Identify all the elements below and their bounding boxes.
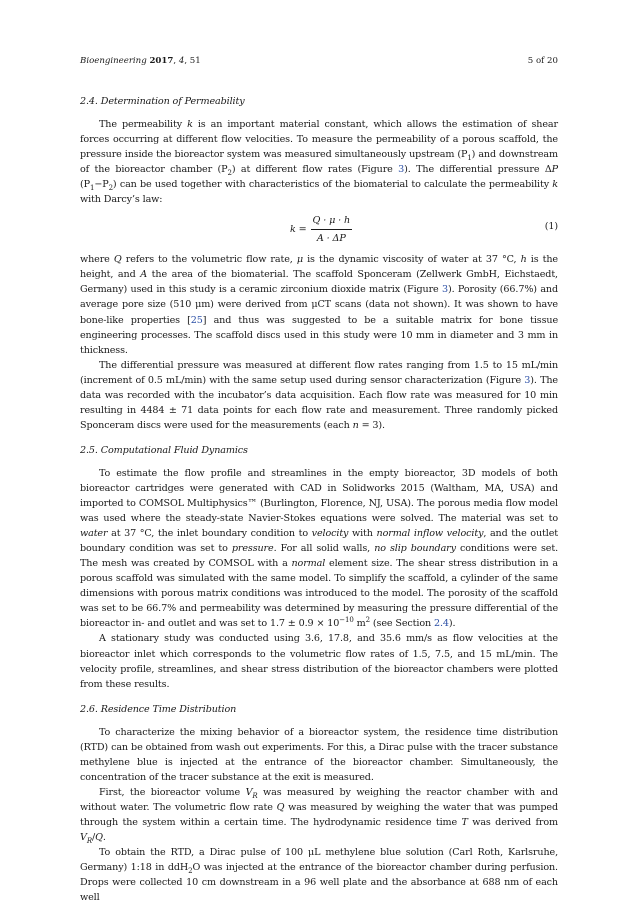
page-number: 5 of 20 bbox=[527, 56, 558, 66]
equation-number: (1) bbox=[544, 221, 558, 233]
journal-volume: 4 bbox=[178, 56, 185, 66]
figure-link[interactable]: 3 bbox=[398, 164, 405, 176]
paragraph: To estimate the flow profile and streamlines in the empty bioreactor, 3D models of both bioreactor cartridges were generated with CAD in Solidworks 2015 (Waltham, MA, USA) and imported to COMSOL Multiphysics™ (Burlington, Florence, NJ, USA). The porous media flow model was used where the steady-state Navier-Stokes equations were solved. The material was set to water at 37 °C, the inlet boundary condition to velocity with normal inflow velocity, and the outlet boundary condition was set to pressure. For all solid walls, no slip boundary conditions were set. The mesh was created by COMSOL with a normal element size. The shear stress distribution in a porous scaffold was simulated with the same model. To simplify the scaffold, a cylinder of the same dimensions with porous matrix conditions was introduced to the model. The porosity of the scaffold was set to be 66.7% and permeability was determined by measuring the pressure differential of the bioreactor in- and outlet and was set to $1.7 \pm 0.9 \times 10^{-10}$ $m^2$ (see Section 2.4). bbox=[80, 467, 558, 630]
paragraph: where Q refers to the volumetric flow rate, μ is the dynamic viscosity of water at 37 °C, h is the height, and A the area of the biomaterial. The scaffold Sponceram (Zellwerk GmbH, Eichstaedt, Germany) used in this study is a ceramic zirconium dioxide matrix (Figure 3). Porosity (66.7%) and average pore size (510 μm) were derived from μCT scans (data not shown). It was shown to have bone-like properties [25] and thus was suggested to be a suitable matrix for bone tissue engineering processes. The scaffold discs used in this study were 10 mm in diameter and 3 mm in thickness. bbox=[80, 254, 559, 356]
journal-year: 2017 bbox=[149, 56, 174, 66]
section-link[interactable]: 2.4 bbox=[433, 618, 449, 630]
citation-link[interactable]: 25 bbox=[190, 314, 203, 326]
paragraph: The permeability k is an important material constant, which allows the estimation of shear forces occurring at different flow velocities. To measure the permeability of a porous scaffold, the pressure inside the bioreactor system was measured simultaneously upstream $(P_1)$ and downstream of the bioreactor chamber $(P_2)$ at different flow rates (Figure 3). The differential pressure ΔP $(P_1-P_2)$ can be used together with characteristics of the biomaterial to calculate the permeability k with Darcy’s law: bbox=[80, 119, 558, 206]
section-heading-2-6: 2.6. Residence Time Distribution bbox=[80, 703, 237, 715]
article-body bbox=[80, 94, 558, 905]
paragraph: First, the bioreactor volume $V_R$ was measured by weighing the reactor chamber with and without water. The volumetric flow rate Q was measured by weighing the water that was pumped through the system within a certain time. The hydrodynamic residence time T was derived from $V_R/Q$. bbox=[80, 786, 559, 845]
section-heading-2-5: 2.5. Computational Fluid Dynamics bbox=[80, 444, 248, 456]
figure-link[interactable]: 3 bbox=[524, 374, 531, 386]
paragraph: The differential pressure was measured at different flow rates ranging from 1.5 to 15 mL/min (increment of 0.5 mL/min) with the same setup used during sensor characterization (Figure 3). The data was recorded with the incubator’s data acquisition. Each flow rate was measured for 10 min resulting in 4484 ± 71 data points for each flow rate and measurement. Three randomly picked Sponceram discs were used for the measurements (each n = 3). bbox=[80, 359, 558, 431]
paragraph: To obtain the RTD, a Dirac pulse of 100 μL methylene blue solution (Carl Roth, Karlsruhe, Germany) 1:18 in ddH$_2$O was injected at the entrance of the bioreactor chamber during perfusion. Drops were collected 10 cm downstream in a 96 well plate and the absorbance at 688 nm of each well bbox=[80, 847, 558, 904]
equation-lhs: k = bbox=[290, 224, 307, 236]
running-header: Bioengineering 2017, 4, 51 5 of 20 bbox=[80, 56, 558, 66]
paragraph: To characterize the mixing behavior of a bioreactor system, the residence time distribution (RTD) can be obtained from wash out experiments. For this, a Dirac pulse with the tracer substance methylene blue is injected at the entrance of the bioreactor chamber. Simultaneously, the concentration of the tracer substance at the exit is measured. bbox=[80, 726, 558, 783]
paragraph: A stationary study was conducted using 3.6, 17.8, and 35.6 mm/s as flow velocities at the bioreactor inlet which corresponds to the volumetric flow rates of 1.5, 7.5, and 15 mL/min. The velocity profile, streamlines, and shear stress distribution of the bioreactor chambers were plotted from these results. bbox=[80, 633, 558, 690]
equation-numerator: Q · μ · h bbox=[311, 213, 353, 230]
figure-link[interactable]: 3 bbox=[442, 284, 448, 296]
equation-fraction bbox=[311, 213, 353, 246]
equation-denominator: A · ΔP bbox=[316, 233, 346, 245]
journal-name: Bioengineering bbox=[80, 56, 147, 66]
article-number: , 51 bbox=[184, 56, 201, 66]
section-heading-2-4: 2.4. Determination of Permeability bbox=[80, 96, 245, 107]
equation-1 bbox=[80, 209, 558, 247]
